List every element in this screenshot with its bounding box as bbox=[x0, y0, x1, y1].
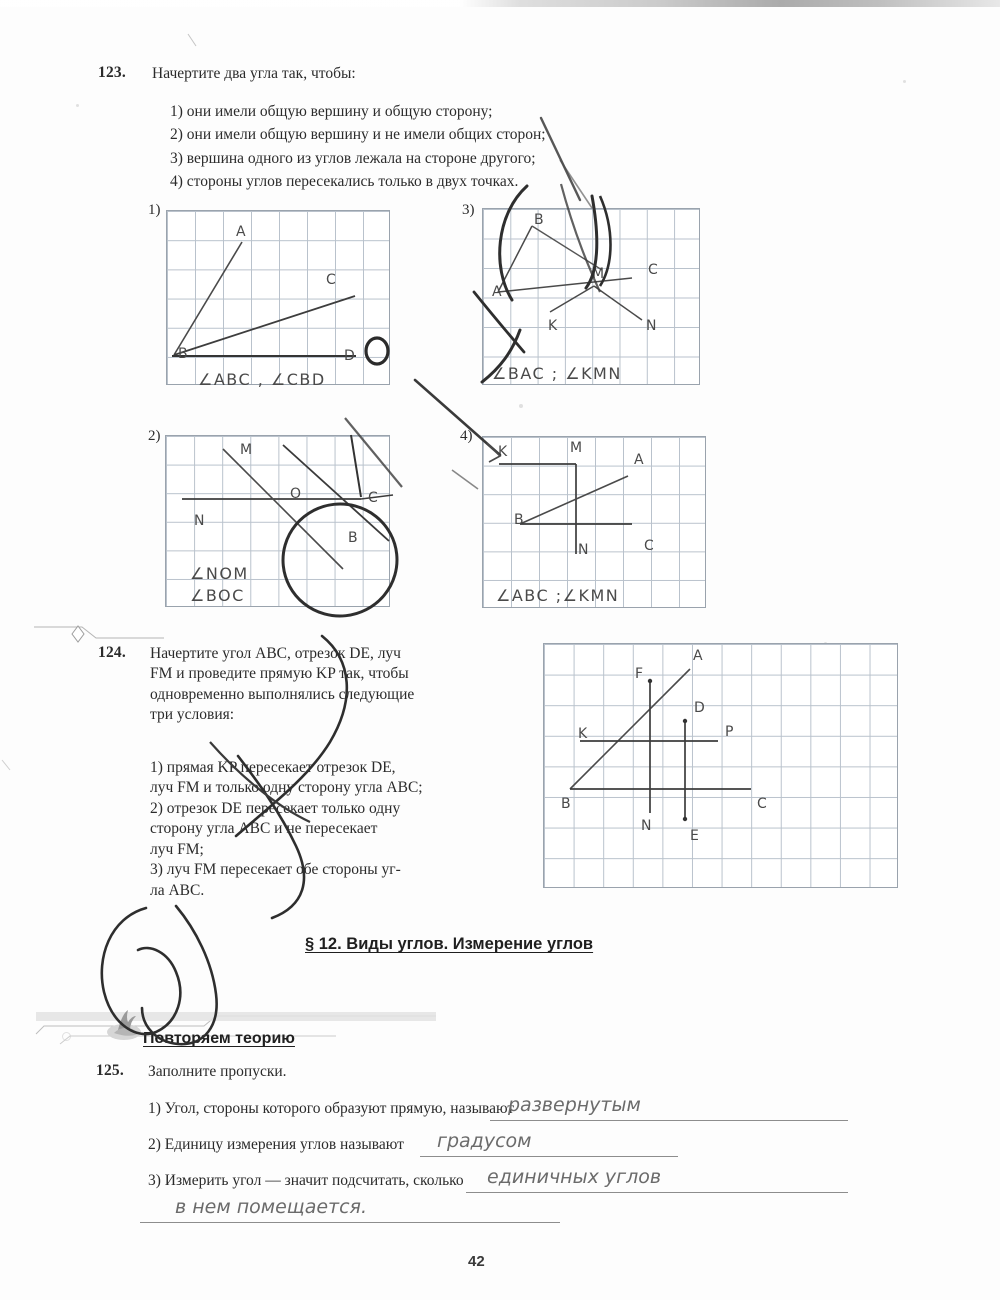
point-label-B: B bbox=[348, 530, 358, 546]
panel-4-answer: ∠ABC ;∠KMN bbox=[496, 586, 620, 605]
list-item: 3) вершина одного из углов лежала на стороне другого; bbox=[170, 149, 536, 167]
line: FM и проведите прямую KP так, чтобы bbox=[150, 665, 409, 683]
blank-answer-1: развернутым bbox=[508, 1094, 641, 1116]
point-label-K: K bbox=[498, 444, 508, 460]
point-label-B: B bbox=[534, 212, 544, 228]
point-label-F: F bbox=[635, 666, 644, 682]
line: Начертите угол ABC, отрезок DE, луч bbox=[150, 645, 401, 662]
condition-line: луч FM; bbox=[150, 840, 204, 858]
condition-line: сторону угла ABC и не пересекает bbox=[150, 820, 378, 838]
point-label-K: K bbox=[578, 726, 588, 742]
exercise-123-number: 123. bbox=[98, 64, 126, 81]
condition-line: 1) прямая KP пересекает отрезок DE, bbox=[150, 759, 396, 776]
panel-1-answer: ∠ABC , ∠CBD bbox=[198, 370, 326, 389]
point-label-E: E bbox=[690, 828, 699, 844]
exercise-123-items bbox=[170, 100, 730, 193]
panel-3-answer: ∠BAC ; ∠KMN bbox=[492, 364, 622, 383]
blank-answer-continuation: в нем помещается. bbox=[175, 1196, 368, 1218]
line: три условия: bbox=[150, 706, 235, 724]
condition-line: 2) отрезок DE пересекает только одну bbox=[150, 799, 401, 817]
condition-line: 3) луч FM пересекает обе стороны уг- bbox=[150, 861, 401, 879]
point-label-M: M bbox=[240, 442, 253, 458]
banner-label: Повторяем теорию bbox=[143, 1030, 295, 1047]
scan-artifact-top bbox=[0, 0, 1000, 7]
point-label-N: N bbox=[194, 513, 205, 529]
scan-speck bbox=[519, 404, 523, 408]
panel-label-2: 2) bbox=[148, 428, 161, 444]
exercise-124-drawing bbox=[543, 643, 898, 888]
point-label-B: B bbox=[178, 346, 188, 362]
banner-stripe bbox=[36, 1012, 436, 1021]
point-label-C: C bbox=[648, 262, 658, 278]
panel-label-1: 1) bbox=[148, 202, 161, 218]
condition-line: ла ABC. bbox=[150, 881, 205, 899]
point-label-K: K bbox=[548, 318, 558, 334]
point-label-N: N bbox=[641, 818, 652, 834]
blank-line-3-text: 3) Измерить угол — значит подсчитать, сколько bbox=[148, 1172, 464, 1189]
blank-line-1-text: 1) Угол, стороны которого образуют прямую, называют bbox=[148, 1100, 515, 1117]
point-label-A: A bbox=[634, 452, 644, 468]
blank-rule-3[interactable] bbox=[466, 1192, 848, 1193]
line: одновременно выполнялись следующие bbox=[150, 685, 415, 703]
page-number: 42 bbox=[468, 1253, 485, 1270]
exercise-124-conditions bbox=[150, 758, 522, 901]
point-label-B: B bbox=[514, 512, 524, 528]
scan-speck bbox=[62, 1032, 71, 1041]
exercise-125-number: 125. bbox=[96, 1062, 124, 1079]
point-label-C: C bbox=[326, 272, 336, 288]
list-item: 4) стороны углов пересекались только в двух точках. bbox=[170, 172, 519, 190]
point-label-N: N bbox=[646, 318, 657, 334]
panel-1-drawing bbox=[166, 210, 390, 385]
blank-line-2-text: 2) Единицу измерения углов называют bbox=[148, 1136, 404, 1153]
panel-label-3: 3) bbox=[462, 202, 475, 218]
exercise-125-prompt: Заполните пропуски. bbox=[148, 1063, 287, 1080]
point-label-C: C bbox=[644, 538, 654, 554]
section-title: § 12. Виды углов. Измерение углов bbox=[305, 935, 594, 953]
point-label-A: A bbox=[693, 648, 703, 664]
point-label-A: A bbox=[492, 284, 502, 300]
blank-answer-3: единичных углов bbox=[487, 1166, 662, 1188]
panel-2-answer-line-1: ∠NOM bbox=[190, 564, 249, 583]
list-item: 1) они имели общую вершину и общую сторону; bbox=[170, 103, 493, 120]
blank-rule-4[interactable] bbox=[140, 1222, 560, 1223]
point-label-C: C bbox=[757, 796, 767, 812]
panel-label-4: 4) bbox=[460, 428, 473, 444]
point-label-M: M bbox=[570, 440, 583, 456]
exercise-124-number: 124. bbox=[98, 644, 126, 661]
exercise-124-text bbox=[150, 644, 522, 726]
point-label-N: N bbox=[578, 542, 589, 558]
exercise-123-prompt: Начертите два угла так, чтобы: bbox=[152, 65, 356, 82]
blank-rule-1[interactable] bbox=[490, 1120, 848, 1121]
point-label-C: C bbox=[368, 490, 378, 506]
blank-rule-2[interactable] bbox=[420, 1156, 678, 1157]
point-label-D: D bbox=[694, 700, 705, 716]
point-label-P: P bbox=[725, 724, 734, 740]
point-label-B: B bbox=[561, 796, 571, 812]
scan-speck bbox=[76, 104, 79, 107]
point-label-D: D bbox=[344, 348, 355, 364]
panel-2-answer-line-2: ∠BOC bbox=[190, 586, 245, 605]
condition-line: луч FM и только одну сторону угла ABC; bbox=[150, 779, 423, 797]
point-label-A: A bbox=[236, 224, 246, 240]
blank-answer-2: градусом bbox=[437, 1130, 532, 1152]
point-label-M: M bbox=[592, 266, 605, 282]
point-label-O: O bbox=[290, 486, 302, 502]
list-item: 2) они имели общую вершину и не имели общих сторон; bbox=[170, 126, 546, 144]
panel-3-drawing bbox=[482, 208, 700, 385]
scan-speck bbox=[903, 80, 906, 83]
